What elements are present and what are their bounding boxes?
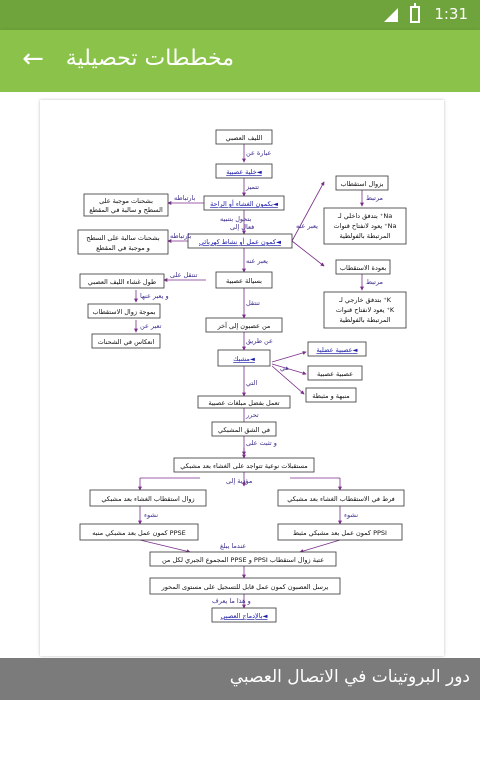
svg-text:بسيالة عصبية: بسيالة عصبية: [225, 277, 263, 285]
svg-text:مشبك◄: مشبك◄: [233, 355, 255, 363]
svg-text:بالإدماج العصبي◄: بالإدماج العصبي◄: [220, 612, 268, 620]
app-bar: [0, 30, 480, 92]
svg-text:عصبية عصبية: عصبية عصبية: [317, 370, 353, 378]
edge-label: بتحول بتنبيه: [220, 215, 252, 223]
edge-label: نشوء: [144, 511, 159, 519]
svg-text:بشحنات سالبة على السطح: بشحنات سالبة على السطح: [86, 234, 160, 242]
edge-label: و تثبت على: [246, 439, 277, 447]
diagram-node-23: [80, 274, 164, 288]
page-title: مخططات تحصيلية: [65, 46, 234, 71]
concept-map-image[interactable]: [40, 100, 444, 656]
edge-label: مؤدية إلى: [226, 477, 253, 485]
diagram-node-21: [84, 194, 168, 216]
edge-label: نشوء: [344, 511, 359, 519]
edge-label: و هذا ما يعرف: [212, 597, 251, 605]
status-bar: [0, 0, 480, 30]
edge-label: يعبر عنه: [246, 257, 268, 265]
edge-label: عن طريق: [246, 337, 273, 345]
edge-label: عندما يبلغ: [220, 542, 247, 550]
diagram-node-7: [218, 350, 270, 366]
svg-text:المرتبطة بالفولطية: المرتبطة بالفولطية: [339, 316, 391, 324]
svg-text:تعمل بفضل مبلغات عصبية: تعمل بفضل مبلغات عصبية: [208, 399, 280, 407]
edge-label: هي: [280, 364, 289, 372]
diagram-node-12: [212, 422, 276, 436]
svg-text:كمون عمل بعد مشبكي منبه PPSE: كمون عمل بعد مشبكي منبه PPSE: [92, 529, 186, 537]
diagram-node-16: [80, 524, 198, 540]
svg-text:فرط في الاستقطاب الغشاء بعد مش: فرط في الاستقطاب الغشاء بعد مشبكي: [287, 495, 395, 503]
svg-text:بكمون الغشاء أو الراحة◄: بكمون الغشاء أو الراحة◄: [210, 200, 278, 208]
svg-text:طول غشاء الليف العصبي: طول غشاء الليف العصبي: [87, 278, 157, 286]
edge-label: تعبر عن: [140, 322, 162, 330]
diagram-node-6: [206, 318, 282, 332]
diagram-node-8: [308, 342, 366, 356]
diagram-node-13: [174, 458, 314, 472]
back-arrow-icon[interactable]: ←: [22, 44, 44, 74]
diagram-node-28: [336, 260, 390, 274]
svg-text:بعودة الاستقطاب: بعودة الاستقطاب: [339, 264, 387, 272]
edge-label: مرتبط: [366, 278, 384, 286]
diagram-node-5: [216, 272, 272, 288]
edge-label: تنتقل على: [170, 271, 198, 279]
svg-text:مستقبلات نوعية تتواجد على الغش: مستقبلات نوعية تتواجد على الغشاء بعد مشبكي: [180, 462, 308, 470]
edge-label: بارتباطه: [170, 232, 192, 240]
status-time: 1:31: [434, 5, 468, 23]
diagram-node-24: [88, 304, 160, 318]
svg-text:خلية عصبية◄: خلية عصبية◄: [226, 168, 262, 176]
signal-icon: [384, 8, 398, 22]
caption-bar[interactable]: [0, 658, 480, 700]
diagram-node-3: [204, 196, 284, 210]
svg-text:كمون عمل أو نشاط كهربائي◄: كمون عمل أو نشاط كهربائي◄: [198, 238, 282, 246]
svg-text:و موجبة في المقطع: و موجبة في المقطع: [96, 244, 150, 252]
svg-text:بتدفق داخلي لـ ⁺Na: بتدفق داخلي لـ ⁺Na: [337, 212, 393, 220]
edge-label: فعال إلى: [230, 223, 255, 231]
diagram-node-19: [150, 578, 340, 594]
diagram-node-29: [324, 292, 406, 328]
edge-label: التي: [246, 379, 258, 387]
svg-text:يعود لانفتاح قنوات ⁺K: يعود لانفتاح قنوات ⁺K: [335, 306, 395, 314]
svg-text:يرسل العصبون كمون عمل قابل للت: يرسل العصبون كمون عمل قابل للتسجيل على مستوى المحور: [161, 583, 329, 591]
svg-text:السطح و سالبة في المقطع: السطح و سالبة في المقطع: [89, 206, 163, 214]
svg-text:كمون عمل بعد مشبكي مثبط PPSI: كمون عمل بعد مشبكي مثبط PPSI: [293, 529, 387, 537]
svg-text:زوال استقطاب الغشاء بعد مشبكي: زوال استقطاب الغشاء بعد مشبكي: [101, 495, 195, 503]
diagram-node-20: [212, 608, 276, 622]
svg-text:بتدفق خارجي لـ ⁺K: بتدفق خارجي لـ ⁺K: [338, 296, 392, 304]
svg-text:المرتبطة بالفولطية: المرتبطة بالفولطية: [339, 232, 391, 240]
diagram-node-9: [308, 366, 362, 380]
item-caption: دور البروتينات في الاتصال العصبي: [229, 667, 470, 687]
svg-text:المجموع الجبري لكل من PPSE و P: المجموع الجبري لكل من PPSE و PPSI عتبة زوال استقطاب: [161, 556, 325, 564]
diagram-node-11: [198, 396, 290, 408]
edge-label: تنتقل: [246, 299, 260, 307]
diagram-node-14: [90, 490, 206, 506]
content-area[interactable]: [0, 92, 480, 658]
diagram-node-18: [150, 552, 336, 566]
diagram-node-27: [324, 208, 406, 244]
diagram-node-4: [188, 234, 292, 248]
edge-label: مرتبط: [366, 194, 384, 202]
svg-text:من عصبون إلى آخر: من عصبون إلى آخر: [217, 322, 271, 330]
diagram-node-10: [306, 388, 356, 402]
diagram-node-17: [278, 524, 402, 540]
svg-text:يعود لانفتاح قنوات ⁺Na: يعود لانفتاح قنوات ⁺Na: [333, 222, 397, 230]
edge-label: و يعبر عنها: [140, 292, 169, 300]
diagram-node-2: [216, 164, 272, 178]
edge-label: يعبر عنه: [296, 222, 318, 230]
svg-text:بزوال استقطاب: بزوال استقطاب: [340, 180, 384, 188]
edge-label: عبارة عن: [246, 149, 272, 157]
svg-text:الليف العصبي: الليف العصبي: [225, 134, 263, 142]
concept-map-diagram: [40, 100, 444, 656]
svg-text:منبهة و مثبطة: منبهة و مثبطة: [312, 392, 350, 400]
diagram-node-25: [92, 334, 160, 348]
svg-text:عصبية عضلية◄: عصبية عضلية◄: [316, 346, 358, 354]
diagram-node-26: [336, 176, 388, 190]
edge-label: تتميز: [246, 183, 260, 191]
svg-text:انعكاس في الشحنات: انعكاس في الشحنات: [97, 338, 155, 346]
svg-text:بشحنات موجبة على: بشحنات موجبة على: [99, 197, 153, 205]
edge-label: تحرر: [246, 411, 259, 419]
svg-text:في الشق المشبكي: في الشق المشبكي: [218, 426, 270, 434]
diagram-node-15: [278, 490, 404, 506]
battery-icon: [410, 6, 420, 23]
edge-label: بارتباطه: [174, 194, 196, 202]
diagram-node-22: [78, 230, 168, 254]
svg-text:بموجة زوال الاستقطاب: بموجة زوال الاستقطاب: [92, 308, 156, 316]
diagram-node-1: [216, 130, 272, 144]
